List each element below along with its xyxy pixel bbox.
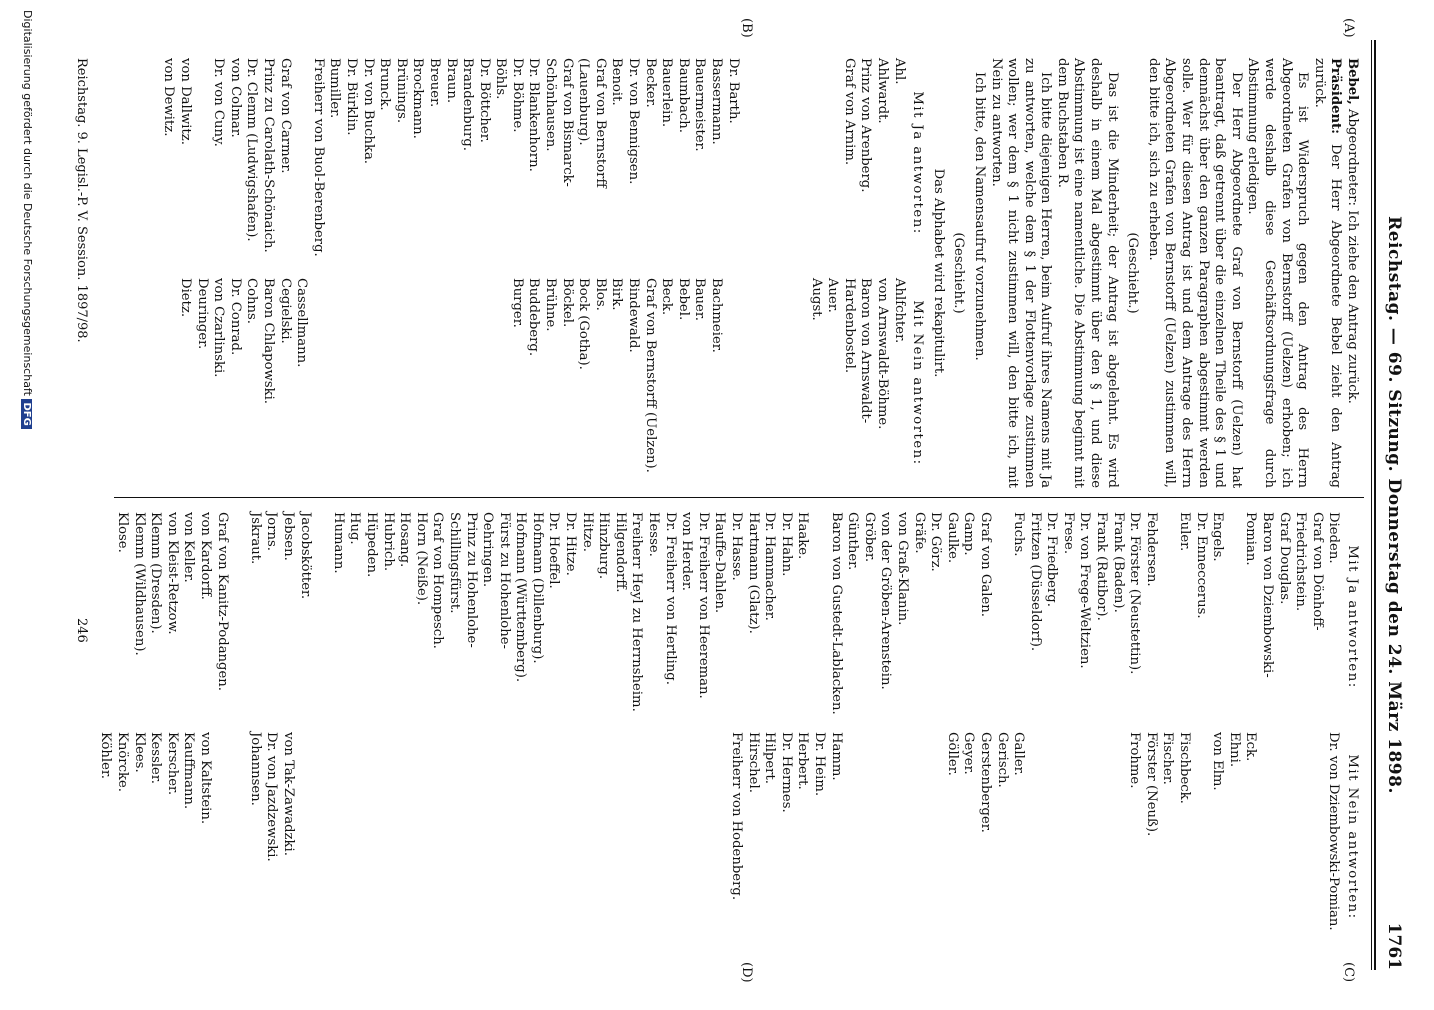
member-name <box>230 512 247 722</box>
member-name: Brünings. <box>393 58 409 124</box>
member-name <box>774 278 791 488</box>
member-name: Bachmeier. <box>709 278 725 353</box>
paragraph <box>1310 58 1343 488</box>
footer-sheet-number: 246 <box>74 618 89 643</box>
member-name: Hilpert. <box>762 732 778 784</box>
member-name <box>309 278 326 488</box>
member-name <box>910 732 927 942</box>
paragraph: Der Herr Abgeordnete Graf von Bernstorff (Uelzen) hat beantragt, daß getrennt über die einzelnen Theile des § 1 und demnächst über den ganzen Paragraphen abgestimmt werden solle. Wer für diesen Antrag ist und dem Antrage des Herrn Abgeordneten Grafen von Bernstorff (Uelzen) zustimmen will, den bitte ich, sich zu erheben. <box>1145 58 1244 488</box>
member-name: Dr. Clemm (Ludwigshafen). <box>244 58 260 242</box>
member-name <box>1076 732 1093 942</box>
member-name <box>213 732 230 942</box>
member-name: Dr. Conrad. <box>227 278 243 356</box>
nein-list <box>160 278 907 488</box>
member-name: Hamm. <box>828 732 844 781</box>
paragraph: Ich bitte, den Namensaufruf vorzunehmen. <box>971 72 987 361</box>
member-name: Burger. <box>509 278 525 328</box>
member-name: Ahlfchter. <box>891 278 907 344</box>
column-divider <box>114 497 1364 498</box>
member-name: Blos. <box>592 278 608 311</box>
member-name: Jorns. <box>264 512 280 551</box>
member-name: Günther. <box>845 512 861 571</box>
member-name: von Kardorff. <box>198 512 214 600</box>
member-name: Bauerlein. <box>659 58 675 128</box>
member-name <box>1225 512 1242 722</box>
member-name: Baron von Arnswaldt-Hardenbostel. <box>841 278 874 424</box>
member-name: Humann. <box>330 512 346 574</box>
member-name: Graf von Hompesch. <box>430 512 446 649</box>
member-name <box>810 512 827 722</box>
member-name: Eck. <box>1243 732 1259 762</box>
member-name: Jebsen. <box>281 512 296 561</box>
member-name <box>376 278 393 488</box>
member-name <box>545 732 562 942</box>
member-name <box>492 278 509 488</box>
member-name: Bassermann. <box>709 58 725 145</box>
member-name: Dr. Hoeffel. <box>546 512 562 589</box>
member-name: Beck. <box>659 278 675 316</box>
member-name: Böckel. <box>559 278 575 328</box>
member-name: Prinz zu Carolath-Schönaich. <box>261 58 276 253</box>
member-name: Graf Douglas. <box>1276 512 1292 605</box>
member-name: von Keller. <box>181 512 197 583</box>
member-name: Cassellmann. <box>294 278 310 368</box>
member-name: Klemm (Wildhausen). <box>131 512 147 656</box>
member-name: von Tak-Zawadzki. <box>281 732 296 856</box>
ja-list <box>97 512 1342 722</box>
member-name <box>445 732 462 942</box>
member-name: Graf von Carmer. <box>277 58 293 174</box>
paragraph <box>1343 58 1360 488</box>
member-name: Hirschel. <box>745 732 761 793</box>
margin-mark-d: (D) <box>739 962 754 983</box>
speech-text: Der Herr Abgeordnete Bebel zieht den Antrag zurück. <box>1311 58 1344 488</box>
member-name: Dr. von Dziembowski-Pomian. <box>1326 732 1342 931</box>
member-name: Graf von Bernstorff (Uelzen). <box>642 278 658 473</box>
member-name: Förster (Neuß). <box>1143 732 1159 837</box>
member-name: Brühne. <box>543 278 559 332</box>
member-name <box>359 278 376 488</box>
member-name <box>807 58 824 268</box>
member-name <box>877 732 894 942</box>
member-name: von Herder. <box>679 512 695 591</box>
member-name <box>860 732 877 942</box>
member-name: Hubrich. <box>380 512 396 572</box>
member-name <box>528 732 545 942</box>
member-name <box>412 732 429 942</box>
member-name: Dr. von Buchka. <box>360 58 376 164</box>
member-name: Graf von Kanitz-Podangen. <box>214 512 230 691</box>
member-name: Geyer. <box>961 732 977 775</box>
member-name: Graf von Arnim. <box>841 58 857 166</box>
member-name <box>362 732 379 942</box>
member-name <box>628 732 645 942</box>
member-name: Bauermeister. <box>692 58 708 152</box>
member-name <box>442 278 459 488</box>
member-name <box>1159 512 1176 722</box>
member-name: Dr. von Bennigsen. <box>626 58 642 185</box>
right-column <box>97 512 1360 942</box>
member-name: Dietz. <box>178 278 194 318</box>
member-name: Göller. <box>944 732 960 776</box>
member-name: Dr. Böttcher. <box>476 58 492 143</box>
member-name <box>1109 732 1126 942</box>
member-name: von Dewitz. <box>161 58 177 137</box>
member-name <box>790 278 807 488</box>
member-name <box>1026 732 1043 942</box>
ja-heading: Mit Ja antworten: <box>910 91 926 235</box>
member-name: Köhler. <box>98 732 114 779</box>
member-name: Klees. <box>131 732 147 773</box>
stage-note: (Geschieht.) <box>951 232 967 314</box>
member-name: Hesse. <box>646 512 662 557</box>
member-name: Brandenburg. <box>460 58 476 151</box>
member-name: Euler. <box>1177 512 1193 552</box>
vote-lists <box>160 58 907 488</box>
member-name: Cohns. <box>244 278 260 324</box>
member-name: Dr. Förster (Neustettin). <box>1127 512 1143 675</box>
member-name: Baumbach. <box>675 58 691 133</box>
member-name <box>329 732 346 942</box>
member-name: Hartmann (Glatz). <box>745 512 761 634</box>
member-name: Horn (Neiße). <box>413 512 429 606</box>
member-name: Gerstenberger. <box>977 732 993 833</box>
member-name <box>844 732 861 942</box>
member-name: Hilgendorff. <box>612 512 628 593</box>
member-name <box>512 732 529 942</box>
member-name: Deuringer. <box>194 278 210 350</box>
member-name <box>459 278 476 488</box>
member-name <box>1292 732 1309 942</box>
member-name: Dr. Freiherr von Heereman. <box>695 512 711 699</box>
member-name: Kerscher. <box>164 732 180 796</box>
member-name: Freiherr von Hodenberg. <box>729 732 745 901</box>
member-name: Haake. <box>795 512 811 560</box>
speech-text: Abgeordneter: Ich ziehe den Antrag zurück. <box>1345 108 1360 404</box>
left-column <box>160 58 1360 488</box>
member-name: Baron Chlapowski. <box>261 278 276 404</box>
member-name: Hitze. <box>579 512 595 552</box>
member-name <box>1192 732 1209 942</box>
margin-mark-a: (A) <box>1341 18 1356 38</box>
page-number: 1761 <box>1384 922 1404 970</box>
header-rule-thin <box>1371 40 1372 970</box>
member-name: Freiherr Heyl zu Herrnsheim. <box>629 512 645 712</box>
member-name: Hüpeden. <box>363 512 379 578</box>
member-name <box>694 732 711 942</box>
member-name: Jacobskötter. <box>297 512 313 600</box>
member-name: Graf von Bismarck-Schönhausen. <box>543 58 575 187</box>
member-name <box>724 278 741 488</box>
paragraph: Ich bitte diejenigen Herren, beim Aufruf ihres Namens mit Ja zu antworten, welche dem § 1 der Flottenvorlage zustimmen wollen; wer dem § 1 nicht zustimmen will, den bitte ich, mit Nein zu antworten. <box>988 58 1054 488</box>
member-name: Benoit. <box>609 58 625 106</box>
member-name <box>392 278 409 488</box>
member-name: von Colmar. <box>227 58 243 138</box>
member-name: Dr. Hasse. <box>729 512 745 581</box>
member-name <box>342 278 359 488</box>
speaker-name: Präsident: <box>1328 58 1344 135</box>
member-name: Kessler. <box>148 732 164 784</box>
member-name <box>893 732 910 942</box>
member-name <box>326 278 343 488</box>
member-name: von Czarlinski. <box>211 278 227 378</box>
member-name: Fritzen (Düsseldorf). <box>1027 512 1043 652</box>
member-name: Dr. von Jazdzewski. <box>264 732 280 862</box>
member-name: Dr. Blankenhorn. <box>526 58 542 172</box>
member-name: von Kaltstein. <box>198 732 214 825</box>
nein-list <box>97 732 1342 942</box>
margin-mark-b: (B) <box>739 18 754 38</box>
member-name <box>296 732 313 942</box>
member-name <box>479 732 496 942</box>
member-name: Frank (Ratibor). <box>1094 512 1110 621</box>
member-name: Dr. Görz. <box>928 512 944 572</box>
member-name: Galler. <box>1011 732 1027 776</box>
member-name <box>429 732 446 942</box>
member-name: Hofmann (Württemberg). <box>513 512 529 683</box>
member-name: Bumiller. <box>327 58 343 119</box>
member-name <box>293 58 310 268</box>
member-name: Fürst zu Hohenlohe-Oehringen. <box>480 512 512 649</box>
member-name: Prinz zu Hohenlohe-Schillingsfürst. <box>446 512 479 648</box>
member-name: Dr. Friedberg. <box>1044 512 1060 607</box>
member-name <box>495 732 512 942</box>
member-name: Dr. von Frege-Weltzien. <box>1077 512 1093 669</box>
member-name <box>611 732 628 942</box>
member-name <box>644 732 661 942</box>
member-name: Baron von Dziembowski-Pomian. <box>1243 512 1276 678</box>
member-name: Gamp. <box>961 512 977 556</box>
member-name: Jskraut. <box>247 512 263 565</box>
member-name <box>790 58 807 268</box>
member-name <box>927 732 944 942</box>
member-name: Dr. Bürklin. <box>343 58 359 136</box>
paragraph: Das ist die Minderheit; der Antrag ist abgelehnt. Es wird deshalb in einem Mal abgestimmt über den § 1, und diese Abstimmung ist eine namentliche. Die Abstimmung beginnt mit dem Buchstaben R. <box>1054 58 1120 488</box>
member-name: Engels. <box>1210 512 1226 562</box>
member-name: Klose. <box>115 512 131 553</box>
member-name: von Dallwitz. <box>178 58 194 145</box>
member-name: Dr. Barth. <box>725 58 741 124</box>
member-name: Buddeberg. <box>526 278 542 357</box>
member-name: Brockmann. <box>410 58 426 139</box>
member-name <box>425 278 442 488</box>
member-name <box>1093 732 1110 942</box>
member-name: Freiherr von Buol-Berenberg. <box>310 58 326 257</box>
member-name: Ahlwardt. <box>874 58 890 124</box>
member-name: Böhls. <box>493 58 509 100</box>
member-name: Bebel. <box>675 278 691 321</box>
member-name: Birk. <box>609 278 625 311</box>
member-name: Gröber. <box>861 512 877 563</box>
member-name: Dr. Hahn. <box>778 512 794 577</box>
member-name: Graf von Bernstorff (Lauenburg). <box>576 58 608 188</box>
member-name <box>824 58 841 268</box>
member-name <box>757 58 774 268</box>
member-name <box>595 732 612 942</box>
member-name: Fischbeck. <box>1177 732 1193 804</box>
vote-lists <box>97 512 1342 942</box>
section-note: Das Alphabet wird rekapitulirt. <box>930 168 946 378</box>
member-name <box>578 732 595 942</box>
member-name: Graf von Galen. <box>977 512 993 617</box>
member-name: Johannsen. <box>247 732 263 806</box>
member-name: Augst. <box>808 278 824 321</box>
member-name <box>757 278 774 488</box>
member-name <box>661 732 678 942</box>
member-name <box>711 732 728 942</box>
member-name: Hinzburg. <box>596 512 612 580</box>
member-name: Prinz von Arenberg. <box>858 58 874 193</box>
member-name: Bauer. <box>692 278 708 321</box>
speaker-name: Bebel, <box>1345 58 1360 105</box>
member-name <box>462 732 479 942</box>
member-name: Dr. von Cuny. <box>211 58 227 147</box>
dfg-credit <box>21 0 34 1010</box>
member-name <box>1059 732 1076 942</box>
member-name: Hofmann (Dillenburg). <box>529 512 545 664</box>
member-name: Dr. Enneccerus. <box>1193 512 1209 619</box>
member-name: Bindewald. <box>626 278 642 353</box>
member-name: Baron von Gustedt-Lablacken. <box>828 512 844 715</box>
member-name: von Graß-Klanin. <box>894 512 910 626</box>
member-name: Gaulke. <box>944 512 960 564</box>
paragraph: Es ist Widerspruch gegen den Antrag des Herrn Abgeordneten Grafen von Bernstorff (Uelzen) erhoben; ich werde deshalb diese Geschäftsordnungsfrage durch Abstimmung erledigen. <box>1245 58 1311 488</box>
nein-heading: Mit Nein antworten: <box>1345 754 1360 920</box>
member-name <box>409 278 426 488</box>
member-name: Graf von Dönhoff-Friedrichstein. <box>1293 512 1325 631</box>
member-name: von Kleist-Retzow. <box>164 512 180 635</box>
member-name: Dr. Hermes. <box>778 732 794 813</box>
member-name <box>230 732 247 942</box>
member-name <box>379 732 396 942</box>
member-name: Dieden. <box>1326 512 1342 564</box>
member-name: Gerisch. <box>994 732 1010 788</box>
member-name: Ahl. <box>891 58 907 85</box>
member-name <box>313 512 330 722</box>
page-title: Reichstag. — 69. Sitzung. Donnerstag den 24. März 1898. <box>1384 216 1404 794</box>
dfg-logo-icon: DFG <box>21 399 32 428</box>
member-name: Braun. <box>443 58 459 104</box>
member-name <box>993 512 1010 722</box>
member-name: Klemm (Dresden). <box>148 512 164 634</box>
member-name <box>475 278 492 488</box>
ja-list <box>160 58 907 268</box>
member-name: Hauffe-Dahlen. <box>712 512 728 614</box>
member-name: Herbert. <box>795 732 811 790</box>
member-name <box>193 58 210 268</box>
member-name: Dr. Freiherr von Hertling. <box>662 512 678 685</box>
margin-mark-c: (C) <box>1341 962 1356 983</box>
ja-heading: Mit Ja antworten: <box>1345 545 1360 689</box>
member-name: Knörcke. <box>115 732 131 792</box>
member-name <box>678 732 695 942</box>
member-name: Kauffmann. <box>181 732 197 810</box>
member-name: Fehdersen. <box>1143 512 1159 587</box>
member-name: von Elm. <box>1210 732 1226 791</box>
member-name: Hosang. <box>397 512 413 568</box>
vote-headings <box>1343 512 1360 942</box>
member-name <box>346 732 363 942</box>
member-name: Fischer. <box>1160 732 1176 785</box>
member-name <box>1258 732 1275 942</box>
member-name: Hug. <box>347 512 363 545</box>
member-name <box>1043 732 1060 942</box>
member-name: Auer. <box>825 278 841 313</box>
member-name <box>741 278 758 488</box>
stage-note: (Geschieht.) <box>1125 232 1141 314</box>
member-name <box>774 58 791 268</box>
member-name: Frank (Baden). <box>1110 512 1126 613</box>
member-name: Dr. Hammacher. <box>762 512 778 621</box>
member-name: Bock (Gotha). <box>576 278 592 370</box>
member-name: Cegielski. <box>277 278 293 344</box>
member-name <box>1308 732 1325 942</box>
vote-headings <box>909 58 926 488</box>
member-name: Brunck. <box>377 58 393 111</box>
member-name: von Arnswaldt-Böhme. <box>874 278 890 430</box>
member-name: Frese. <box>1060 512 1076 555</box>
nein-heading: Mit Nein antworten: <box>910 300 926 466</box>
member-name: Dr. Hitze. <box>563 512 579 576</box>
dfg-credit-text: Digitalisierung gefördert durch die Deutsche Forschungsgemeinschaft <box>21 10 34 396</box>
member-name: Ehni. <box>1226 732 1242 768</box>
member-name: Fuchs. <box>1011 512 1027 557</box>
header-rule <box>1374 40 1376 970</box>
member-name <box>741 58 758 268</box>
member-name: Dr. Böhme. <box>509 58 525 133</box>
member-name <box>396 732 413 942</box>
member-name <box>1275 732 1292 942</box>
member-name: Gräfe. <box>911 512 927 554</box>
member-name: Dr. Heim. <box>812 732 827 797</box>
member-name: von der Gröben-Arenstein. <box>878 512 894 690</box>
member-name <box>562 732 579 942</box>
footer-session: Reichstag. 9. Legisl.-P. V. Session. 1897/98. <box>74 58 89 343</box>
page-header <box>1364 40 1404 970</box>
member-name <box>313 732 330 942</box>
member-name: Becker. <box>642 58 658 108</box>
member-name: Breuer. <box>426 58 442 108</box>
member-name: Frohme. <box>1127 732 1143 789</box>
